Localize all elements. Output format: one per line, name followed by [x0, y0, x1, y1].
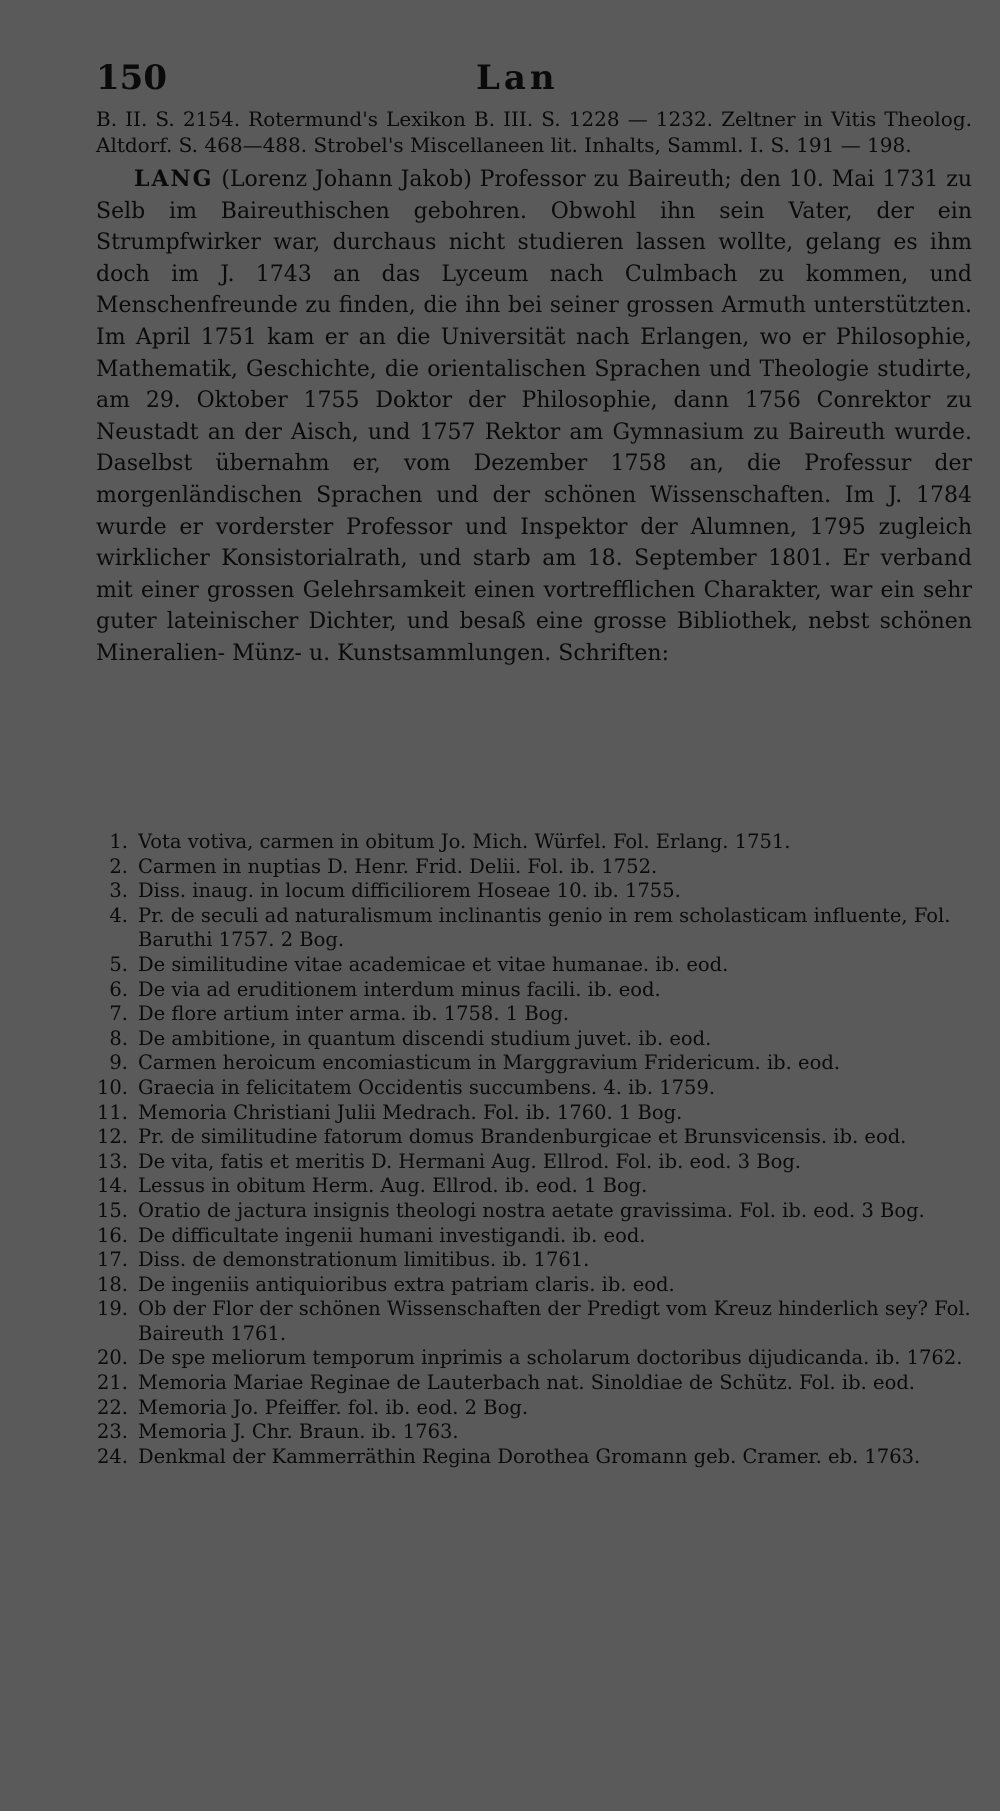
works-list [96, 830, 976, 1469]
work-number: 18. [96, 1272, 128, 1296]
work-number: 15. [96, 1198, 128, 1222]
work-number: 6. [109, 977, 128, 1001]
work-title: Ob der Flor der schönen Wissenschaften der Predigt vom Kreuz hinderlich sey? Fol. Baireuth 1761. [138, 1297, 971, 1345]
work-item [96, 879, 976, 904]
entry-name: LANG [134, 166, 214, 192]
work-title: De spe meliorum temporum inprimis a scholarum doctoribus dijudicanda. ib. 1762. [138, 1346, 963, 1370]
work-number: 22. [96, 1395, 128, 1419]
work-number: 3. [109, 879, 128, 903]
work-item [96, 1297, 976, 1346]
work-item [96, 1273, 976, 1298]
body-text [96, 106, 972, 670]
work-item [96, 1125, 976, 1150]
work-number: 12. [96, 1125, 128, 1149]
work-item [96, 1420, 976, 1445]
work-item [96, 1101, 976, 1126]
work-number: 24. [96, 1444, 128, 1468]
work-title: De ambitione, in quantum discendi studium juvet. ib. eod. [138, 1026, 712, 1050]
work-title: De ingeniis antiquioribus extra patriam claris. ib. eod. [138, 1272, 675, 1296]
work-item [96, 1248, 976, 1273]
work-title: Pr. de similitudine fatorum domus Brandenburgicae et Brunsvicensis. ib. eod. [138, 1125, 907, 1149]
work-item [96, 1150, 976, 1175]
work-item [96, 953, 976, 978]
work-number: 5. [109, 952, 128, 976]
work-item [96, 1224, 976, 1249]
work-title: Memoria Jo. Pfeiffer. fol. ib. eod. 2 Bog. [138, 1395, 529, 1419]
work-item [96, 978, 976, 1003]
work-title: Diss. inaug. in locum difficiliorem Hoseae 10. ib. 1755. [138, 879, 681, 903]
work-number: 16. [96, 1223, 128, 1247]
work-item [96, 1371, 976, 1396]
work-item [96, 855, 976, 880]
work-title: Denkmal der Kammerräthin Regina Dorothea Gromann geb. Cramer. eb. 1763. [138, 1444, 921, 1468]
page-number: 150 [96, 58, 167, 98]
work-number: 11. [96, 1100, 128, 1124]
work-title: De difficultate ingenii humani investigandi. ib. eod. [138, 1223, 646, 1247]
work-title: Memoria Mariae Reginae de Lauterbach nat. Sinoldiae de Schütz. Fol. ib. eod. [138, 1371, 916, 1395]
work-number: 21. [96, 1371, 128, 1395]
work-number: 10. [96, 1075, 128, 1099]
work-number: 17. [96, 1248, 128, 1272]
work-item [96, 830, 976, 855]
work-number: 8. [109, 1026, 128, 1050]
work-item [96, 1002, 976, 1027]
work-number: 7. [109, 1002, 128, 1026]
work-item [96, 1051, 976, 1076]
work-item [96, 1076, 976, 1101]
work-item [96, 1396, 976, 1421]
work-title: Carmen in nuptias D. Henr. Frid. Delii. Fol. ib. 1752. [138, 854, 658, 878]
work-title: Pr. de seculi ad naturalismum inclinantis genio in rem scholasticam influente, Fol. Baruthi 1757. 2 Bog. [138, 903, 951, 952]
work-title: Graecia in felicitatem Occidentis succumbens. 4. ib. 1759. [138, 1075, 716, 1099]
work-title: Carmen heroicum encomiasticum in Marggravium Fridericum. ib. eod. [138, 1051, 841, 1075]
work-number: 9. [109, 1051, 128, 1075]
biography-entry [96, 164, 972, 670]
work-number: 13. [96, 1149, 128, 1173]
work-title: De flore artium inter arma. ib. 1758. 1 Bog. [138, 1002, 570, 1026]
work-item [96, 1199, 976, 1224]
work-title: Vota votiva, carmen in obitum Jo. Mich. Würfel. Fol. Erlang. 1751. [138, 830, 791, 853]
page-header [96, 58, 960, 102]
work-number: 14. [96, 1174, 128, 1198]
work-item [96, 1174, 976, 1199]
work-title: De similitudine vitae academicae et vitae humanae. ib. eod. [138, 952, 729, 976]
work-title: Diss. de demonstrationum limitibus. ib. 1761. [138, 1248, 590, 1272]
running-head: Lan [476, 58, 559, 98]
work-number: 2. [109, 854, 128, 878]
work-number: 1. [109, 830, 128, 853]
intro-reference: B. II. S. 2154. Rotermund's Lexikon B. III. S. 1228 — 1232. Zeltner in Vitis Theolog. Altdorf. S. 468—488. Strobel's Miscellaneen lit. Inhalts, Samml. I. S. 191 — 198. [96, 107, 972, 157]
work-number: 19. [96, 1297, 128, 1321]
work-item [96, 1445, 976, 1470]
work-title: Memoria J. Chr. Braun. ib. 1763. [138, 1420, 459, 1444]
work-item [96, 904, 976, 953]
work-title: Lessus in obitum Herm. Aug. Ellrod. ib. eod. 1 Bog. [138, 1174, 648, 1198]
work-title: De via ad eruditionem interdum minus facili. ib. eod. [138, 977, 661, 1001]
work-number: 23. [96, 1420, 128, 1444]
entry-text: (Lorenz Johann Jakob) Professor zu Baireuth; den 10. Mai 1731 zu Selb im Baireuthischen gebohren. Obwohl ihn sein Vater, der ein Strumpfwirker war, durchaus nicht studieren lassen wollte, gelang es ihm doch im J. 1743 an das Lyceum nach Culmbach zu kommen, und Menschenfreunde zu finden, die ihn bei seiner grossen Armuth unterstützten. Im April 1751 kam er an die Universität nach Erlangen, wo er Philosophie, Mathematik, Geschichte, die orientalischen Sprachen und Theologie studirte, am 29. Oktober 1755 Doktor der Philosophie, dann 1756 Conrektor zu Neustadt an der Aisch, und 1757 Rektor am Gymnasium zu Baireuth wurde. Daselbst übernahm er, vom Dezember 1758 an, die Professur der morgenländischen Sprachen und der schönen Wissenschaften. Im J. 1784 wurde er vorderster Professor und Inspektor der Alumnen, 1795 zugleich wirklicher Konsistorialrath, und starb am 18. September 1801. Er verband mit einer grossen Gelehrsamkeit einen vortrefflichen Charakter, war ein sehr guter lateinischer Dichter, und besaß eine grosse Bibliothek, nebst schönen Mineralien- Münz- u. Kunstsammlungen. Schriften: [96, 167, 972, 666]
work-title: De vita, fatis et meritis D. Hermani Aug. Ellrod. Fol. ib. eod. 3 Bog. [138, 1149, 801, 1173]
work-item [96, 1346, 976, 1371]
work-number: 4. [109, 903, 128, 927]
work-number: 20. [96, 1346, 128, 1370]
work-item [96, 1027, 976, 1052]
work-title: Memoria Christiani Julii Medrach. Fol. ib. 1760. 1 Bog. [138, 1100, 683, 1124]
work-title: Oratio de jactura insignis theologi nostra aetate gravissima. Fol. ib. eod. 3 Bog. [138, 1198, 925, 1222]
